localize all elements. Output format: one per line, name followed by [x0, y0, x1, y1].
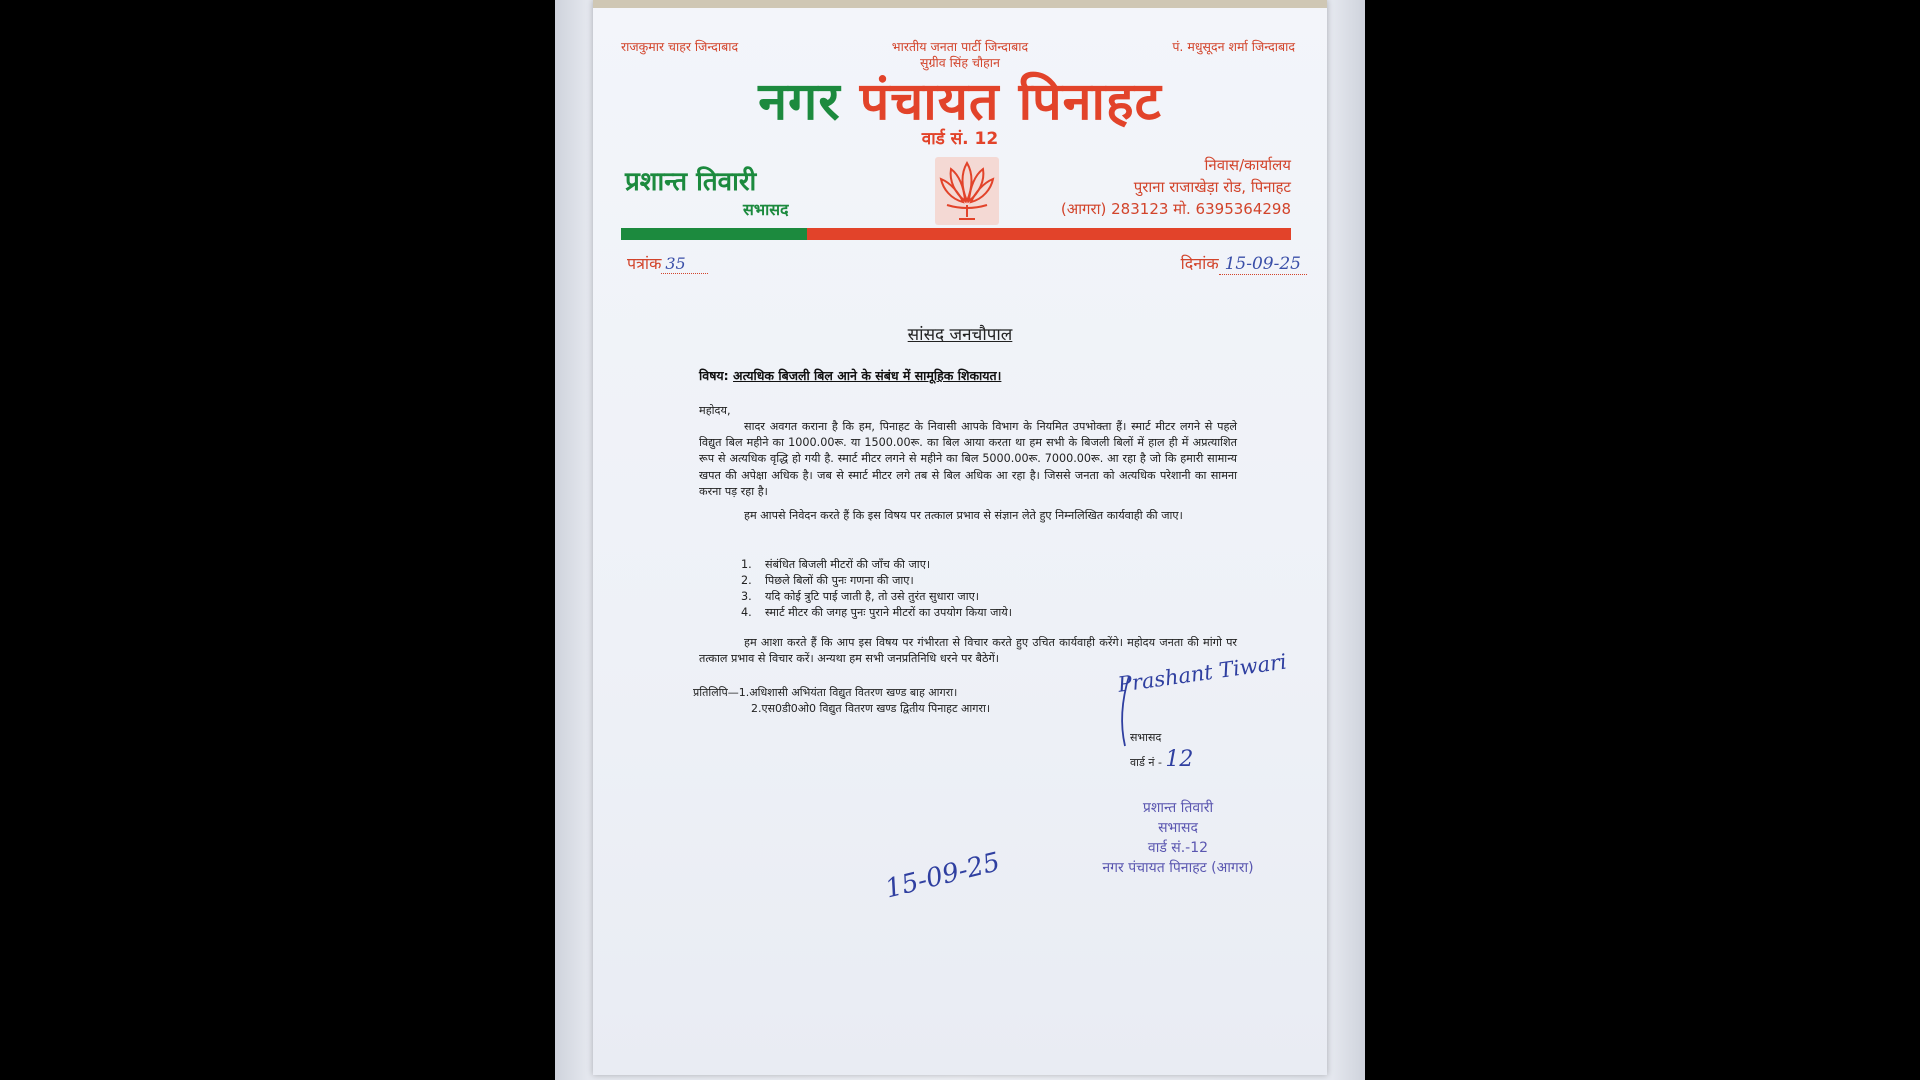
member-role: सभासद	[743, 200, 789, 219]
letterhead-bar-red	[807, 228, 1291, 240]
copy-line-2: 2.एस0डी0ओ0 विद्युत वितरण खण्ड द्वितीय पिनाहट आगरा।	[751, 702, 990, 715]
address-line-3: (आगरा) 283123 मो. 6395364298	[1060, 200, 1291, 218]
paragraph-3: हम आशा करते हैं कि आप इस विषय पर गंभीरता से विचार करते हुए उचित कार्यवाही करेंगे। महोदय जनता की मांगो पर तत्काल प्रभाव से विचार करें। अन्यथा हम सभी जनप्रतिनिधि धरने पर बैठेगें।	[699, 636, 1237, 666]
letterhead-title	[593, 72, 1327, 132]
list-item: 3. यदि कोई त्रुटि पाई जाती है, तो उसे तुरंत सुधारा जाए।	[741, 590, 980, 603]
slogan-center-1: भारतीय जनता पार्टी जिन्दाबाद	[891, 39, 1029, 54]
address-line-1: निवास/कार्यालय	[1204, 156, 1291, 174]
sign-role: सभासद	[1130, 731, 1162, 744]
letter-page	[593, 0, 1327, 1075]
patrank-value: 35	[661, 254, 707, 274]
date-label: दिनांक	[1180, 254, 1219, 273]
member-name: प्रशान्त तिवारी	[625, 167, 757, 197]
sign-ward-number: 12	[1165, 747, 1194, 772]
slogan-center-2: सुग्रीव सिंह चौहान	[920, 55, 1000, 70]
stamp-line-1: प्रशान्त तिवारी	[1142, 800, 1214, 816]
stamp-line-3: वार्ड सं.-12	[1147, 840, 1209, 856]
demand-list	[741, 557, 1012, 621]
title-panchayat: पंचायत	[859, 72, 1000, 132]
lotus-logo-icon	[935, 157, 999, 225]
copy-line-1: प्रतिलिपि—1.अधिशासी अभियंता विद्युत वितरण खण्ड बाह आगरा।	[693, 686, 958, 699]
stamp-line-4: नगर पंचायत पिनाहट (आगरा)	[1102, 860, 1254, 876]
ward-number: वार्ड सं. 12	[921, 129, 999, 149]
reference-number	[627, 252, 708, 274]
paragraph-1: सादर अवगत कराना है कि हम, पिनाहट के निवासी आपके विभाग के नियमित उपभोक्ता हैं। स्मार्ट मीटर लगने से पहले विद्युत बिल महीने का 1000.00रू. या 1500.00रू. का बिल आया करता था हम सभी के बिजली बिलों में हाल ही में अप्रत्याशित रूप से अत्यधिक वृद्धि हो गयी है. स्मार्ट मीटर लगने से महीने का बिल 5000.00रू. 7000.00रू. आ रहा है जो कि हमारी सामान्य खपत की अपेक्षा अधिक है। जब से स्मार्ट मीटर लगे तब से बिल अधिक आ रहा है। जिससे जनता को अत्यधिक परेशानी का सामना करना पड़ रहा है।	[699, 420, 1237, 498]
official-stamp	[1063, 798, 1293, 878]
handwritten-signature: Prashant Tiwari	[1116, 649, 1289, 697]
list-item: 4. स्मार्ट मीटर की जगह पुनः पुराने मीटरों का उपयोग किया जाये।	[741, 606, 1012, 619]
paragraph-2: हम आपसे निवेदन करते हैं कि इस विषय पर तत्काल प्रभाव से संज्ञान लेते हुए निम्नलिखित कार्यवाही की जाए।	[744, 509, 1183, 522]
list-item: 2. पिछले बिलों की पुनः गणना की जाए।	[741, 574, 914, 587]
copy-to	[693, 685, 990, 717]
salutation: महोदय,	[699, 404, 731, 417]
handwritten-date: 15-09-25	[882, 847, 1003, 905]
paper-top-edge	[593, 0, 1327, 8]
subject-text: अत्यधिक बिजली बिल आने के संबंध में सामूहिक शिकायत।	[733, 368, 1002, 383]
list-item: 1. संबंधित बिजली मीटरों की जाँच की जाए।	[741, 558, 931, 571]
stamp-line-2: सभासद	[1158, 820, 1198, 836]
address-line-2: पुराना राजाखेड़ा रोड, पिनाहट	[1133, 178, 1291, 196]
slogan-left: राजकुमार चाहर जिन्दाबाद	[621, 39, 739, 54]
letter-heading: सांसद जनचौपाल	[907, 325, 1013, 345]
sign-ward: वार्ड नं - 12	[1130, 747, 1194, 772]
date-value: 15-09-25	[1219, 254, 1307, 275]
title-nagar: नगर	[758, 72, 841, 132]
subject-label: विषय:	[699, 368, 729, 383]
slogan-right: पं. मधुसूदन शर्मा जिन्दाबाद	[1172, 39, 1295, 54]
title-pinahat: पिनाहट	[1018, 72, 1162, 132]
letterhead-bar-green	[621, 228, 807, 240]
subject-line	[699, 367, 1001, 384]
letter-date	[1181, 252, 1307, 274]
patrank-label: पत्रांक	[627, 254, 662, 273]
